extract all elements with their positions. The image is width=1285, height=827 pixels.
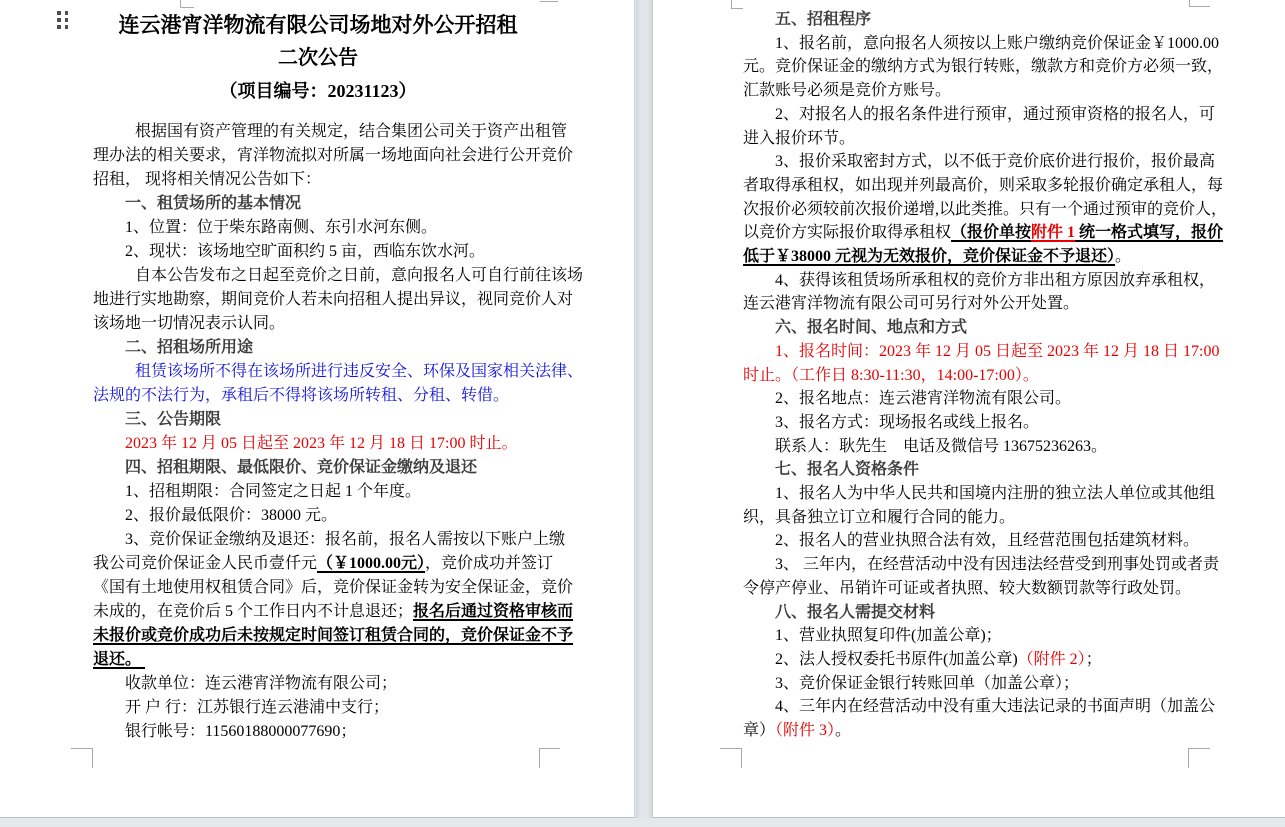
text-segment: 统一格式填写，报价 xyxy=(1075,224,1224,242)
text-line xyxy=(93,456,553,480)
text-segment: 者取得承租权，如出现并列最高价，则采取多轮报价确定承租人，每 xyxy=(743,176,1224,194)
text-segment: 我公司竞价保证金人民币壹仟元 xyxy=(93,555,318,572)
text-segment: 未成的，在竞价后 5 个工作日内不计息退还； xyxy=(93,603,414,620)
document-page-left[interactable] xyxy=(0,0,635,818)
text-segment: 银行帐号：11560188000077690； xyxy=(125,723,357,740)
dot xyxy=(65,11,69,15)
document-title-line: （项目编号：20231123） xyxy=(219,81,417,101)
text-line xyxy=(743,269,1216,293)
text-segment: 附件 1 xyxy=(1031,224,1076,242)
text-line xyxy=(743,103,1216,127)
text-segment: 根据国有资产管理的有关规定，结合集团公司关于资产出租管 xyxy=(135,123,568,140)
text-segment: 令停产停业、吊销许可证或者执照、较大数额罚款等行政处罚。 xyxy=(743,579,1192,597)
text-segment: 1、营业执照复印件(加盖公章)； xyxy=(775,627,1002,645)
text-line xyxy=(93,624,574,648)
text-line xyxy=(743,458,1205,482)
text-segment: 以竞价方实际报价取得承租权 xyxy=(743,224,952,242)
text-line xyxy=(743,624,1205,648)
margin-corner-mark xyxy=(1189,0,1210,7)
text-segment: 开 户 行：江苏银行连云港浦中支行； xyxy=(125,699,390,716)
text-line xyxy=(743,8,1205,32)
document-title xyxy=(93,8,543,108)
text-line xyxy=(93,144,574,168)
text-segment: 3、报名方式：现场报名或线上报名。 xyxy=(775,413,1040,431)
text-segment: 该场地一切情况表示认同。 xyxy=(93,315,286,332)
text-segment: 4、三年内在经营活动中没有重大违法记录的书面声明（加盖公 xyxy=(775,698,1216,716)
text-line xyxy=(743,55,1224,79)
text-segment: 连云港宵洋物流有限公司可另行对外公开处置。 xyxy=(743,295,1080,313)
text-line xyxy=(743,506,1205,530)
text-segment: 4、获得该租赁场所承租权的竞价方非出租方原因放弃承租权， xyxy=(775,271,1216,289)
text-segment: 2、对报名人的报名条件进行预审，通过预审资格的报名人，可 xyxy=(775,105,1216,123)
text-line xyxy=(743,292,1205,316)
text-segment: 自本公告发布之日起至竞价之日前，意向报名人可自行前往该场 xyxy=(135,267,584,284)
text-segment: （附件 3） xyxy=(775,722,836,740)
text-line xyxy=(743,672,1205,696)
text-segment: 五、招租程序 xyxy=(775,11,872,28)
text-line xyxy=(93,600,574,624)
dot xyxy=(57,25,61,29)
text-segment: 1、报名前，意向报名人须按以上账户缴纳竞价保证金￥1000.00 xyxy=(775,34,1220,52)
text-segment: 章） xyxy=(743,722,776,740)
text-segment: （￥1000.00元） xyxy=(317,555,426,572)
text-line xyxy=(743,411,1205,435)
text-segment: 七、报名人资格条件 xyxy=(775,461,920,479)
text-line xyxy=(743,340,1220,364)
text-segment: 理办法的相关要求，宵洋物流拟对所属一场地面向社会进行公开竞价 xyxy=(93,147,574,164)
text-line xyxy=(743,553,1220,577)
text-line xyxy=(93,696,553,720)
text-line xyxy=(93,312,553,336)
text-line xyxy=(743,221,1224,245)
text-segment: 1、招租期限：合同签定之日起 1 个年度。 xyxy=(125,483,422,500)
text-line xyxy=(93,288,574,312)
text-line xyxy=(93,528,566,552)
text-line xyxy=(743,482,1216,506)
text-line xyxy=(93,480,553,504)
text-line xyxy=(743,316,1205,340)
document-title-line: 二次公告 xyxy=(278,47,358,69)
text-line xyxy=(743,198,1228,222)
text-line xyxy=(93,720,553,744)
text-segment: 未报价或竞价成功后未按规定时间签订租赁合同的，竞价保证金不予 xyxy=(93,627,574,644)
text-line xyxy=(93,576,574,600)
document-title-line: 连云港宵洋物流有限公司场地对外公开招租 xyxy=(118,13,518,37)
text-line xyxy=(93,168,553,192)
text-line xyxy=(93,648,553,672)
text-line xyxy=(93,336,553,360)
text-segment: 2、报价最低限价：38000 元。 xyxy=(125,507,338,524)
text-segment: 3、报价采取密封方式，以不低于竞价底价进行报价，报价最高 xyxy=(775,153,1216,171)
text-segment: 1、报名时间：2023 年 12 月 05 日起至 2023 年 12 月 18 日 17:00 xyxy=(775,342,1220,360)
page-gap xyxy=(636,0,652,818)
document-page-right[interactable] xyxy=(652,0,1285,818)
text-segment: 2、现状：该场地空旷面积约 5 亩，西临东饮水河。 xyxy=(125,243,486,260)
text-line xyxy=(743,601,1205,625)
text-line xyxy=(93,240,553,264)
text-segment: ，竞价成功并签订 xyxy=(425,555,554,572)
text-line xyxy=(743,695,1216,719)
text-line xyxy=(743,719,1205,743)
text-line xyxy=(743,245,1205,269)
text-segment: 织，具备独立订立和履行合同的能力。 xyxy=(743,508,1016,526)
text-segment: 《国有土地使用权租赁合同》后，竞价保证金转为安全保证金，竞价 xyxy=(93,579,574,596)
text-segment: 2、报名人的营业执照合法有效，且经营范围包括建筑材料。 xyxy=(775,532,1200,550)
text-segment: 时止。（工作日 8:30-11:30，14:00-17:00）。 xyxy=(743,366,1039,384)
text-segment: 进入报价环节。 xyxy=(743,129,856,147)
text-line xyxy=(743,32,1220,56)
margin-corner-mark xyxy=(539,748,560,768)
text-segment: 。 xyxy=(1115,248,1132,266)
text-segment: 四、招租期限、最低限价、竞价保证金缴纳及退还 xyxy=(125,459,478,476)
text-line xyxy=(743,648,1205,672)
margin-corner-mark xyxy=(71,748,93,768)
text-segment: 2023 年 12 月 05 日起至 2023 年 12 月 18 日 17:00 时止。 xyxy=(125,435,518,452)
text-segment: 收款单位：连云港宵洋物流有限公司； xyxy=(125,675,398,692)
text-segment: （附件 2） xyxy=(1017,650,1086,668)
text-line xyxy=(743,529,1205,553)
text-line xyxy=(93,120,568,144)
text-segment: 退还。 xyxy=(93,651,146,668)
text-segment: 3、竞价保证金缴纳及退还：报名前，报名人需按以下账户上缴 xyxy=(125,531,566,548)
text-line xyxy=(93,264,584,288)
text-segment: 3、竞价保证金银行转账回单（加盖公章）； xyxy=(775,674,1080,692)
text-segment: 招租， 现将相关情况公告如下： xyxy=(93,171,322,188)
text-segment: 联系人：耿先生 电话及微信号 13675236263。 xyxy=(775,437,1108,455)
text-segment: 地进行实地勘察，期间竞价人若未向招租人提出异议，视同竞价人对 xyxy=(93,291,574,308)
text-segment: ； xyxy=(1085,650,1102,668)
dot xyxy=(57,11,61,15)
text-segment: 一、租赁场所的基本情况 xyxy=(125,195,302,212)
dot xyxy=(65,18,69,22)
text-segment: 二、招租场所用途 xyxy=(125,339,254,356)
text-line xyxy=(93,504,553,528)
text-segment: 汇款账号必须是竞价方账号。 xyxy=(743,82,952,100)
right-page-body-text xyxy=(743,8,1228,743)
text-line xyxy=(93,432,553,456)
text-segment: 报名后通过资格审核而 xyxy=(413,603,574,620)
text-segment: 1、位置：位于柴东路南侧、东引水河东侧。 xyxy=(125,219,438,236)
left-page-body-text xyxy=(93,120,584,744)
text-line xyxy=(743,150,1216,174)
text-segment: 法规的不法行为，承租后不得将该场所转租、分租、转借。 xyxy=(93,387,510,404)
text-line xyxy=(93,552,553,576)
text-segment: 次报价必须较前次报价递增,以此类推。只有一个通过预审的竞价人， xyxy=(743,200,1228,218)
margin-corner-mark xyxy=(1188,748,1210,768)
text-line xyxy=(93,672,553,696)
text-segment: 1、报名人为中华人民共和国境内注册的独立法人单位或其他组 xyxy=(775,485,1216,503)
dot xyxy=(65,25,69,29)
margin-corner-mark xyxy=(731,0,743,9)
text-line xyxy=(743,364,1205,388)
margin-corner-mark xyxy=(180,0,194,8)
text-line xyxy=(743,127,1205,151)
text-segment: 元。竞价保证金的缴纳方式为银行转账，缴款方和竞价方必须一致， xyxy=(743,58,1224,76)
text-line xyxy=(743,577,1205,601)
text-line xyxy=(93,192,553,216)
text-segment: （报价单按 xyxy=(951,224,1032,242)
text-line xyxy=(93,360,584,384)
text-segment: 2、法人授权委托书原件(加盖公章) xyxy=(775,650,1018,668)
text-line xyxy=(743,435,1205,459)
text-line xyxy=(743,79,1205,103)
text-line xyxy=(93,216,553,240)
text-segment: 六、报名时间、地点和方式 xyxy=(775,319,968,337)
text-segment: 三、公告期限 xyxy=(125,411,222,428)
text-line xyxy=(93,384,553,408)
text-segment: 3、 三年内，在经营活动中没有因违法经营受到刑事处罚或者责 xyxy=(775,556,1220,574)
text-segment: 低于￥38000 元视为无效报价，竞价保证金不予退还） xyxy=(743,248,1116,266)
table-move-handle-icon[interactable] xyxy=(57,11,69,30)
text-segment: 。 xyxy=(835,722,852,740)
text-line xyxy=(93,408,553,432)
text-line xyxy=(743,387,1205,411)
text-segment: 2、报名地点：连云港宵洋物流有限公司。 xyxy=(775,390,1072,408)
dot xyxy=(57,18,61,22)
margin-corner-mark xyxy=(540,1,558,2)
margin-corner-mark xyxy=(720,748,742,768)
text-segment: 租赁该场所不得在该场所进行违反安全、环保及国家相关法律、 xyxy=(135,363,584,380)
text-line xyxy=(743,174,1224,198)
text-segment: 八、报名人需提交材料 xyxy=(775,603,936,621)
